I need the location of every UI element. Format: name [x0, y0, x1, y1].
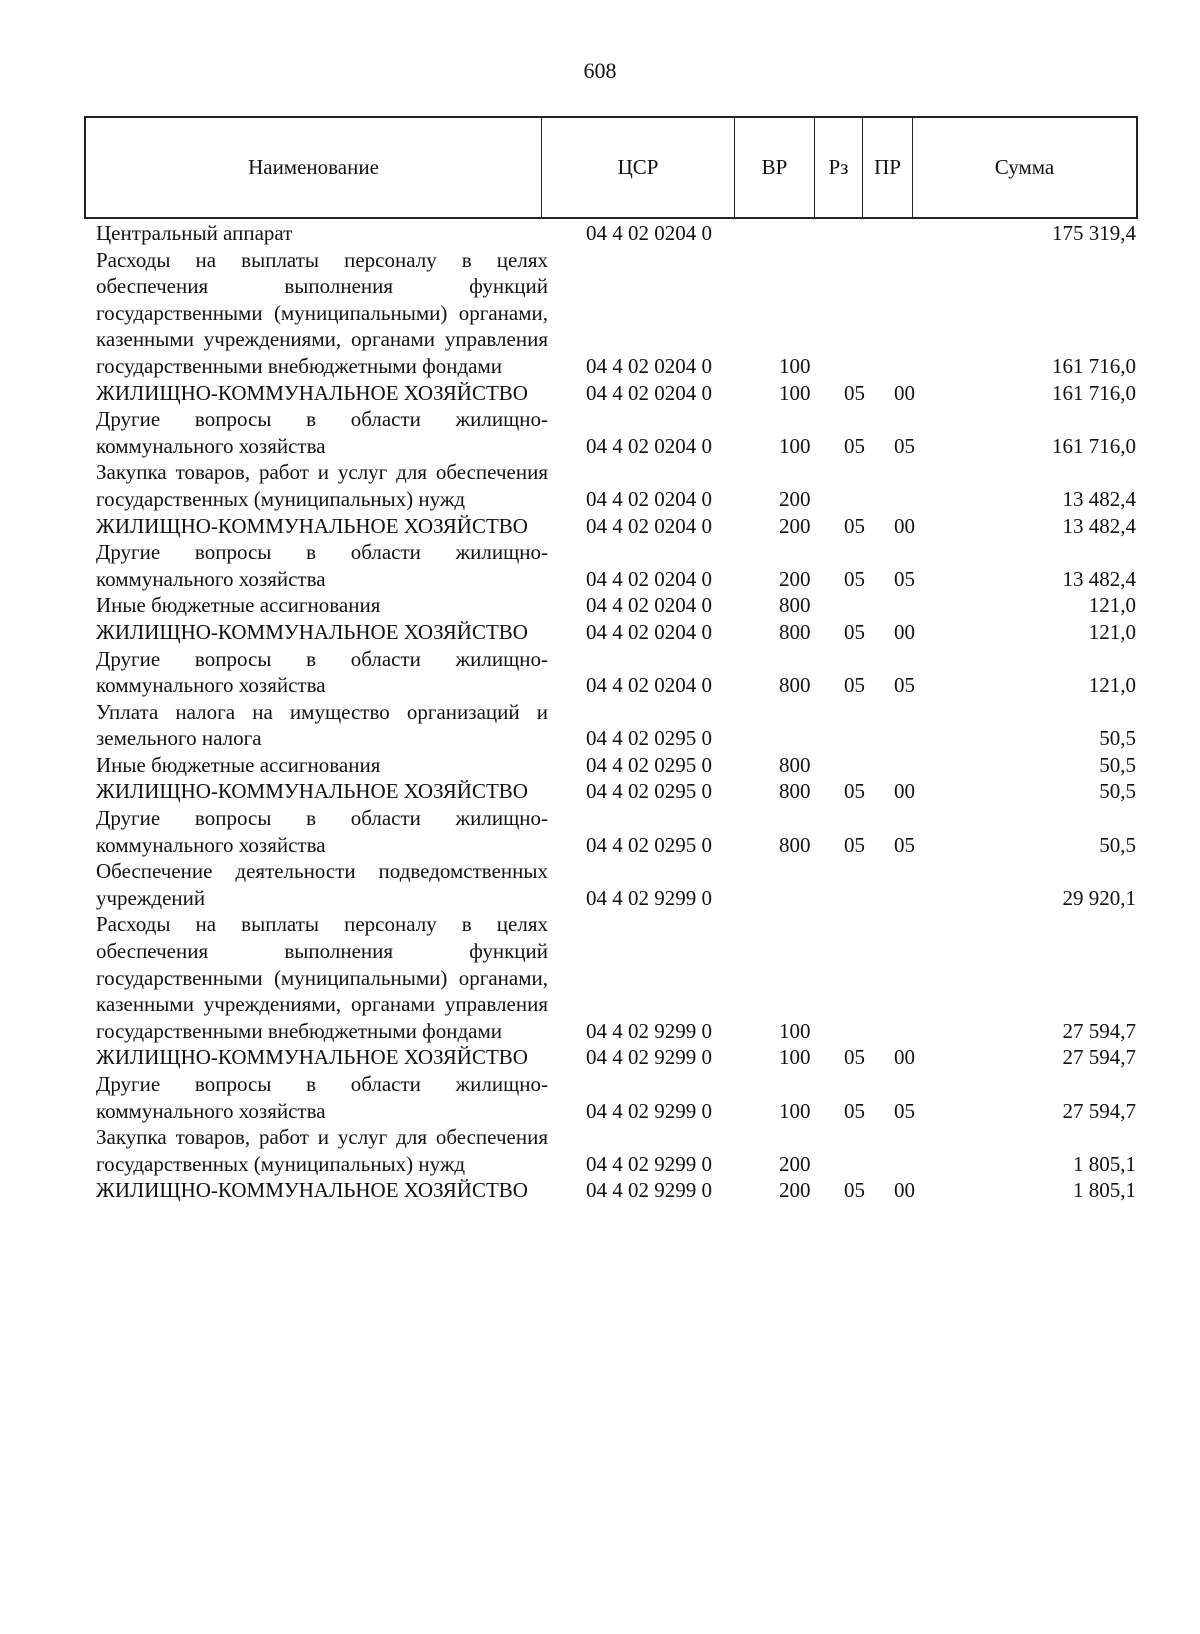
- row-csr: 04 4 02 0295 0: [586, 726, 712, 751]
- row-sum: 175 319,4: [1052, 221, 1136, 245]
- row-sum: 27 594,7: [1062, 1045, 1136, 1070]
- table-row: [96, 1177, 1136, 1204]
- table-row: [96, 911, 1136, 1044]
- row-rz: 05: [844, 673, 865, 698]
- row-sum: 13 482,4: [1062, 513, 1136, 538]
- row-name: ЖИЛИЩНО-КОММУНАЛЬНОЕ ХОЗЯЙСТВО: [96, 1045, 528, 1070]
- row-rz: 05: [844, 433, 865, 458]
- row-csr: 04 4 02 9299 0: [586, 1098, 712, 1123]
- row-sum: 50,5: [1099, 779, 1136, 804]
- row-vr: 800: [779, 752, 811, 777]
- header-pr: ПР: [863, 118, 913, 217]
- table-row: [96, 646, 1136, 699]
- row-name: ЖИЛИЩНО-КОММУНАЛЬНОЕ ХОЗЯЙСТВО: [96, 1178, 528, 1203]
- row-rz: 05: [844, 1098, 865, 1123]
- row-name: Другие вопросы в области жилищно-коммунального хозяйства: [96, 540, 548, 591]
- row-csr: 04 4 02 0295 0: [586, 752, 712, 777]
- row-name: Другие вопросы в области жилищно-коммунального хозяйства: [96, 1072, 548, 1123]
- row-sum: 121,0: [1088, 673, 1136, 698]
- row-csr: 04 4 02 0204 0: [586, 593, 712, 618]
- row-sum: 121,0: [1088, 593, 1136, 618]
- row-rz: 05: [844, 832, 865, 857]
- row-vr: 800: [779, 832, 811, 857]
- row-csr: 04 4 02 0204 0: [586, 673, 712, 698]
- row-csr: 04 4 02 9299 0: [586, 1018, 712, 1043]
- table-row: [96, 619, 1136, 646]
- table-row: [96, 459, 1136, 512]
- row-pr: 05: [894, 673, 915, 698]
- row-vr: 100: [779, 433, 811, 458]
- row-sum: 13 482,4: [1062, 486, 1136, 511]
- row-csr: 04 4 02 0204 0: [586, 566, 712, 591]
- row-vr: 800: [779, 779, 811, 804]
- row-sum: 161 716,0: [1052, 353, 1136, 378]
- table-row: [96, 805, 1136, 858]
- header-vr: ВР: [735, 118, 815, 217]
- row-sum: 50,5: [1099, 752, 1136, 777]
- table-row: [96, 406, 1136, 459]
- row-vr: 100: [779, 380, 811, 405]
- row-csr: 04 4 02 0295 0: [586, 832, 712, 857]
- row-pr: 00: [894, 380, 915, 405]
- header-csr: ЦСР: [542, 118, 735, 217]
- row-vr: 200: [779, 486, 811, 511]
- row-sum: 161 716,0: [1052, 433, 1136, 458]
- table-row: [96, 1071, 1136, 1124]
- row-csr: 04 4 02 0204 0: [586, 486, 712, 511]
- row-name: Расходы на выплаты персоналу в целях обеспечения выполнения функций государственными (муниципальными) органами, казенными учреждениями, органами управления государственными внебюджетными фондами: [96, 912, 548, 1043]
- row-sum: 27 594,7: [1062, 1098, 1136, 1123]
- row-pr: 00: [894, 513, 915, 538]
- row-vr: 200: [779, 1151, 811, 1176]
- row-pr: 05: [894, 433, 915, 458]
- row-csr: 04 4 02 0204 0: [586, 221, 712, 245]
- row-name: Обеспечение деятельности подведомственных учреждений: [96, 859, 548, 910]
- row-vr: 200: [779, 1178, 811, 1203]
- row-vr: 100: [779, 353, 811, 378]
- row-sum: 27 594,7: [1062, 1018, 1136, 1043]
- row-rz: 05: [844, 513, 865, 538]
- row-csr: 04 4 02 9299 0: [586, 885, 712, 910]
- row-name: Другие вопросы в области жилищно-коммунального хозяйства: [96, 407, 548, 458]
- row-sum: 50,5: [1099, 726, 1136, 751]
- row-name: Центральный аппарат: [96, 221, 293, 245]
- row-pr: 00: [894, 1045, 915, 1070]
- row-vr: 800: [779, 593, 811, 618]
- row-sum: 121,0: [1088, 619, 1136, 644]
- row-sum: 50,5: [1099, 832, 1136, 857]
- row-vr: 800: [779, 619, 811, 644]
- row-csr: 04 4 02 0295 0: [586, 779, 712, 804]
- row-vr: 200: [779, 513, 811, 538]
- row-csr: 04 4 02 0204 0: [586, 513, 712, 538]
- row-vr: 100: [779, 1018, 811, 1043]
- header-sum: Сумма: [994, 155, 1055, 179]
- table-row: [96, 539, 1136, 592]
- row-csr: 04 4 02 0204 0: [586, 433, 712, 458]
- row-rz: 05: [844, 619, 865, 644]
- table-row: [96, 1044, 1136, 1071]
- row-rz: 05: [844, 779, 865, 804]
- row-name: Закупка товаров, работ и услуг для обеспечения государственных (муниципальных) нужд: [96, 460, 548, 511]
- row-vr: 800: [779, 673, 811, 698]
- table-row: [96, 247, 1136, 380]
- row-name: Другие вопросы в области жилищно-коммунального хозяйства: [96, 646, 548, 698]
- row-name: Иные бюджетные ассигнования: [96, 752, 381, 777]
- row-pr: 00: [894, 779, 915, 804]
- row-rz: 05: [844, 1178, 865, 1203]
- page-number: 608: [583, 58, 617, 83]
- row-sum: 161 716,0: [1052, 380, 1136, 405]
- row-rz: 05: [844, 1045, 865, 1070]
- row-sum: 29 920,1: [1062, 885, 1136, 910]
- row-name: Уплата налога на имущество организаций и земельного налога: [96, 699, 548, 751]
- row-name: ЖИЛИЩНО-КОММУНАЛЬНОЕ ХОЗЯЙСТВО: [96, 779, 528, 804]
- row-vr: 200: [779, 566, 811, 591]
- row-name: ЖИЛИЩНО-КОММУНАЛЬНОЕ ХОЗЯЙСТВО: [96, 513, 528, 538]
- row-pr: 00: [894, 1178, 915, 1203]
- row-csr: 04 4 02 0204 0: [586, 380, 712, 405]
- header-name: Наименование: [86, 118, 542, 217]
- table-row: [96, 380, 1136, 407]
- row-csr: 04 4 02 9299 0: [586, 1178, 712, 1203]
- table-row: [96, 699, 1136, 752]
- header-rz: Рз: [815, 118, 863, 217]
- row-pr: 00: [894, 619, 915, 644]
- row-sum: 1 805,1: [1073, 1151, 1136, 1176]
- row-name: Другие вопросы в области жилищно-коммунального хозяйства: [96, 806, 548, 857]
- row-sum: 1 805,1: [1073, 1178, 1136, 1203]
- row-csr: 04 4 02 0204 0: [586, 353, 712, 378]
- table-row: [96, 858, 1136, 911]
- table-row: [96, 1124, 1136, 1177]
- table-body: [96, 220, 1136, 1204]
- row-pr: 05: [894, 832, 915, 857]
- row-vr: 100: [779, 1098, 811, 1123]
- row-name: Закупка товаров, работ и услуг для обеспечения государственных (муниципальных) нужд: [96, 1125, 548, 1176]
- row-csr: 04 4 02 9299 0: [586, 1045, 712, 1070]
- table-row: [96, 752, 1136, 779]
- row-csr: 04 4 02 9299 0: [586, 1151, 712, 1176]
- row-pr: 05: [894, 566, 915, 591]
- row-name: ЖИЛИЩНО-КОММУНАЛЬНОЕ ХОЗЯЙСТВО: [96, 619, 528, 644]
- table-header: [84, 116, 1138, 219]
- row-pr: 05: [894, 1098, 915, 1123]
- row-sum: 13 482,4: [1062, 566, 1136, 591]
- row-csr: 04 4 02 0204 0: [586, 619, 712, 644]
- row-vr: 100: [779, 1045, 811, 1070]
- row-rz: 05: [844, 566, 865, 591]
- row-name: ЖИЛИЩНО-КОММУНАЛЬНОЕ ХОЗЯЙСТВО: [96, 380, 528, 405]
- table-row: [96, 513, 1136, 540]
- row-name: Расходы на выплаты персоналу в целях обеспечения выполнения функций государственными (муниципальными) органами, казенными учреждениями, органами управления государственными внебюджетными фондами: [96, 247, 548, 378]
- row-name: Иные бюджетные ассигнования: [96, 593, 381, 618]
- table-row: [96, 592, 1136, 619]
- table-row: [96, 778, 1136, 805]
- row-rz: 05: [844, 380, 865, 405]
- table-row: [96, 220, 1136, 247]
